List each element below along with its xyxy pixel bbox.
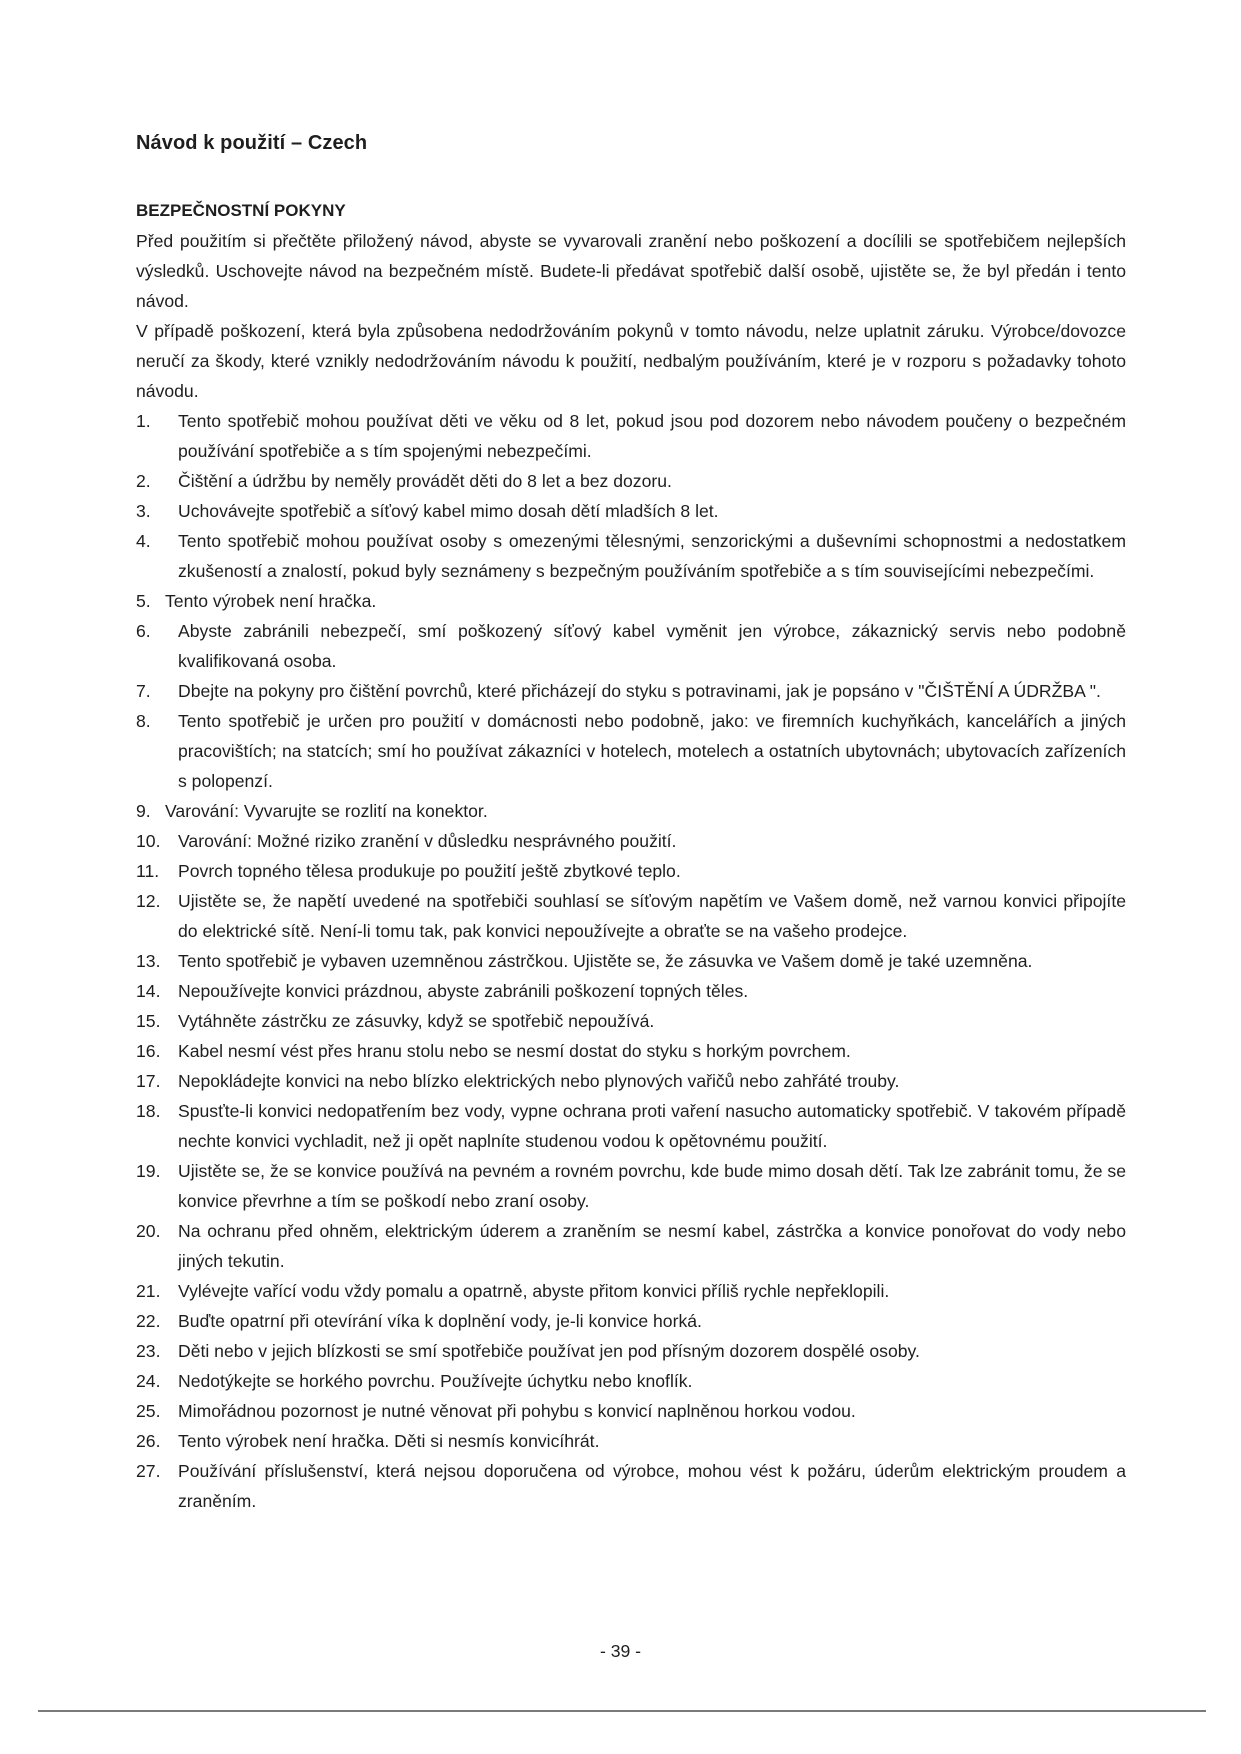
page-title: Návod k použití – Czech (136, 132, 368, 154)
item-number: 8. (136, 711, 151, 731)
list-item (136, 1036, 1126, 1066)
list-item (136, 856, 1126, 886)
item-text: Varování: Možné riziko zranění v důsledku nesprávného použití. (178, 831, 677, 851)
list-item (136, 1456, 1126, 1516)
list-item (136, 1396, 1126, 1426)
list-item (136, 1156, 1126, 1216)
item-number: 11. (136, 861, 160, 881)
list-item (136, 1426, 1126, 1456)
item-number: 22. (136, 1311, 161, 1331)
item-number: 3. (136, 501, 151, 521)
item-number: 1. (136, 411, 151, 431)
footer-divider (38, 1710, 1206, 1712)
item-number: 9. (136, 801, 151, 821)
item-text: Tento spotřebič mohou používat děti ve věku od 8 let, pokud jsou pod dozorem nebo návodem poučeny o bezpečném používání spotřebiče a s tím spojenými nebezpečími. (178, 411, 1126, 461)
item-number: 5. (136, 591, 151, 611)
list-item (136, 496, 1126, 526)
item-number: 18. (136, 1101, 161, 1121)
item-text: Abyste zabránili nebezpečí, smí poškozený síťový kabel vyměnit jen výrobce, zákaznický servis nebo podobně kvalifikovaná osoba. (178, 621, 1126, 671)
item-number: 7. (136, 681, 151, 701)
list-item (136, 1366, 1126, 1396)
item-text: Buďte opatrní při otevírání víka k doplnění vody, je-li konvice horká. (178, 1311, 702, 1331)
list-item (136, 1216, 1126, 1276)
item-number: 23. (136, 1341, 161, 1361)
item-text: Nepoužívejte konvici prázdnou, abyste zabránili poškození topných těles. (178, 981, 749, 1001)
list-item (136, 466, 1126, 496)
item-text: Uchovávejte spotřebič a síťový kabel mimo dosah dětí mladších 8 let. (178, 501, 719, 521)
item-number: 6. (136, 621, 151, 641)
item-text: Ujistěte se, že se konvice používá na pevném a rovném povrchu, kde bude mimo dosah dětí. Tak lze zabránit tomu, že se konvice převrhne a tím se poškodí nebo zraní osoby. (178, 1161, 1126, 1211)
item-number: 17. (136, 1071, 161, 1091)
list-item (136, 796, 1126, 826)
list-item (136, 976, 1126, 1006)
list-item (136, 1096, 1126, 1156)
item-text: Na ochranu před ohněm, elektrickým úderem a zraněním se nesmí kabel, zástrčka a konvice ponořovat do vody nebo jiných tekutin. (178, 1221, 1126, 1271)
item-text: Mimořádnou pozornost je nutné věnovat při pohybu s konvicí naplněnou horkou vodou. (178, 1401, 856, 1421)
document-body (136, 196, 1126, 1516)
list-item (136, 1276, 1126, 1306)
item-number: 21. (136, 1281, 161, 1301)
item-text: Ujistěte se, že napětí uvedené na spotřebiči souhlasí se síťovým napětím ve Vašem domě, než varnou konvici připojíte do elektrické sítě. Není-li tomu tak, pak konvici nepoužívejte a obraťte se na vašeho prodejce. (178, 891, 1126, 941)
list-item (136, 406, 1126, 466)
item-number: 15. (136, 1011, 161, 1031)
item-number: 13. (136, 951, 161, 971)
item-text: Tento spotřebič je vybaven uzemněnou zástrčkou. Ujistěte se, že zásuvka ve Vašem domě je také uzemněna. (178, 951, 1033, 971)
list-item (136, 586, 1126, 616)
item-text: Děti nebo v jejich blízkosti se smí spotřebiče používat jen pod přísným dozorem dospělé osoby. (178, 1341, 920, 1361)
item-text: Spusťte-li konvici nedopatřením bez vody, vypne ochrana proti vaření nasucho automaticky spotřebič. V takovém případě nechte konvici vychladit, než ji opět naplníte studenou vodou k opětovnému použití. (178, 1101, 1126, 1151)
list-item (136, 616, 1126, 676)
item-text: Vytáhněte zástrčku ze zásuvky, když se spotřebič nepoužívá. (178, 1011, 655, 1031)
item-text: Kabel nesmí vést přes hranu stolu nebo se nesmí dostat do styku s horkým povrchem. (178, 1041, 851, 1061)
item-number: 25. (136, 1401, 161, 1421)
item-number: 16. (136, 1041, 161, 1061)
item-text: Nepokládejte konvici na nebo blízko elektrických nebo plynových vařičů nebo zahřáté trouby. (178, 1071, 900, 1091)
section-heading: BEZPEČNOSTNÍ POKYNY (136, 201, 346, 220)
list-item (136, 1006, 1126, 1036)
item-text: Varování: Vyvarujte se rozlití na konektor. (165, 801, 488, 821)
list-item (136, 886, 1126, 946)
list-item (136, 526, 1126, 586)
item-text: Tento výrobek není hračka. Děti si nesmís konvicíhrát. (178, 1431, 600, 1451)
list-item (136, 1336, 1126, 1366)
item-number: 4. (136, 531, 151, 551)
safety-list (136, 406, 1126, 1516)
item-text: Tento výrobek není hračka. (165, 591, 377, 611)
item-number: 27. (136, 1461, 161, 1481)
item-number: 2. (136, 471, 151, 491)
item-text: Vylévejte vařící vodu vždy pomalu a opatrně, abyste přitom konvici příliš rychle nepřeklopili. (178, 1281, 890, 1301)
list-item (136, 1306, 1126, 1336)
list-item (136, 826, 1126, 856)
item-text: Povrch topného tělesa produkuje po použití ještě zbytkové teplo. (178, 861, 681, 881)
item-text: Čištění a údržbu by neměly provádět děti do 8 let a bez dozoru. (178, 471, 672, 491)
page-number: - 39 - (599, 1641, 642, 1661)
list-item (136, 946, 1126, 976)
item-number: 14. (136, 981, 161, 1001)
item-text: Tento spotřebič je určen pro použití v domácnosti nebo podobně, jako: ve firemních kuchyňkách, kancelářích a jiných pracovištích; na statcích; smí ho používat zákazníci v hotelech, motelech a ostatních ubytovnách; ubytovacích zařízeních s polopenzí. (178, 711, 1126, 791)
item-number: 26. (136, 1431, 161, 1451)
item-text: Dbejte na pokyny pro čištění povrchů, které přicházejí do styku s potravinami, jak je popsáno v "ČIŠTĚNÍ A ÚDRŽBA ". (178, 681, 1101, 701)
list-item (136, 676, 1126, 706)
warranty-paragraph: V případě poškození, která byla způsobena nedodržováním pokynů v tomto návodu, nelze uplatnit záruku. Výrobce/dovozce neručí za škody, které vznikly nedodržováním návodu k použití, nedbalým používáním, které je v rozporu s požadavky tohoto návodu. (136, 321, 1126, 401)
item-text: Tento spotřebič mohou používat osoby s omezenými tělesnými, senzorickými a duševními schopnostmi a nedostatkem zkušeností a znalostí, pokud byly seznámeny s bezpečným používáním spotřebiče a s tím souvisejícími nebezpečími. (178, 531, 1126, 581)
item-number: 12. (136, 891, 161, 911)
item-text: Nedotýkejte se horkého povrchu. Používejte úchytku nebo knoflík. (178, 1371, 693, 1391)
item-text: Používání příslušenství, která nejsou doporučena od výrobce, mohou vést k požáru, úderům elektrickým proudem a zraněním. (178, 1461, 1126, 1511)
item-number: 20. (136, 1221, 161, 1241)
list-item (136, 706, 1126, 796)
list-item (136, 1066, 1126, 1096)
item-number: 19. (136, 1161, 161, 1181)
intro-paragraph: Před použitím si přečtěte přiložený návod, abyste se vyvarovali zranění nebo poškození a docílili se spotřebičem nejlepších výsledků. Uschovejte návod na bezpečném místě. Budete-li předávat spotřebič další osobě, ujistěte se, že byl předán i tento návod. (136, 231, 1126, 311)
item-number: 10. (136, 831, 161, 851)
item-number: 24. (136, 1371, 161, 1391)
